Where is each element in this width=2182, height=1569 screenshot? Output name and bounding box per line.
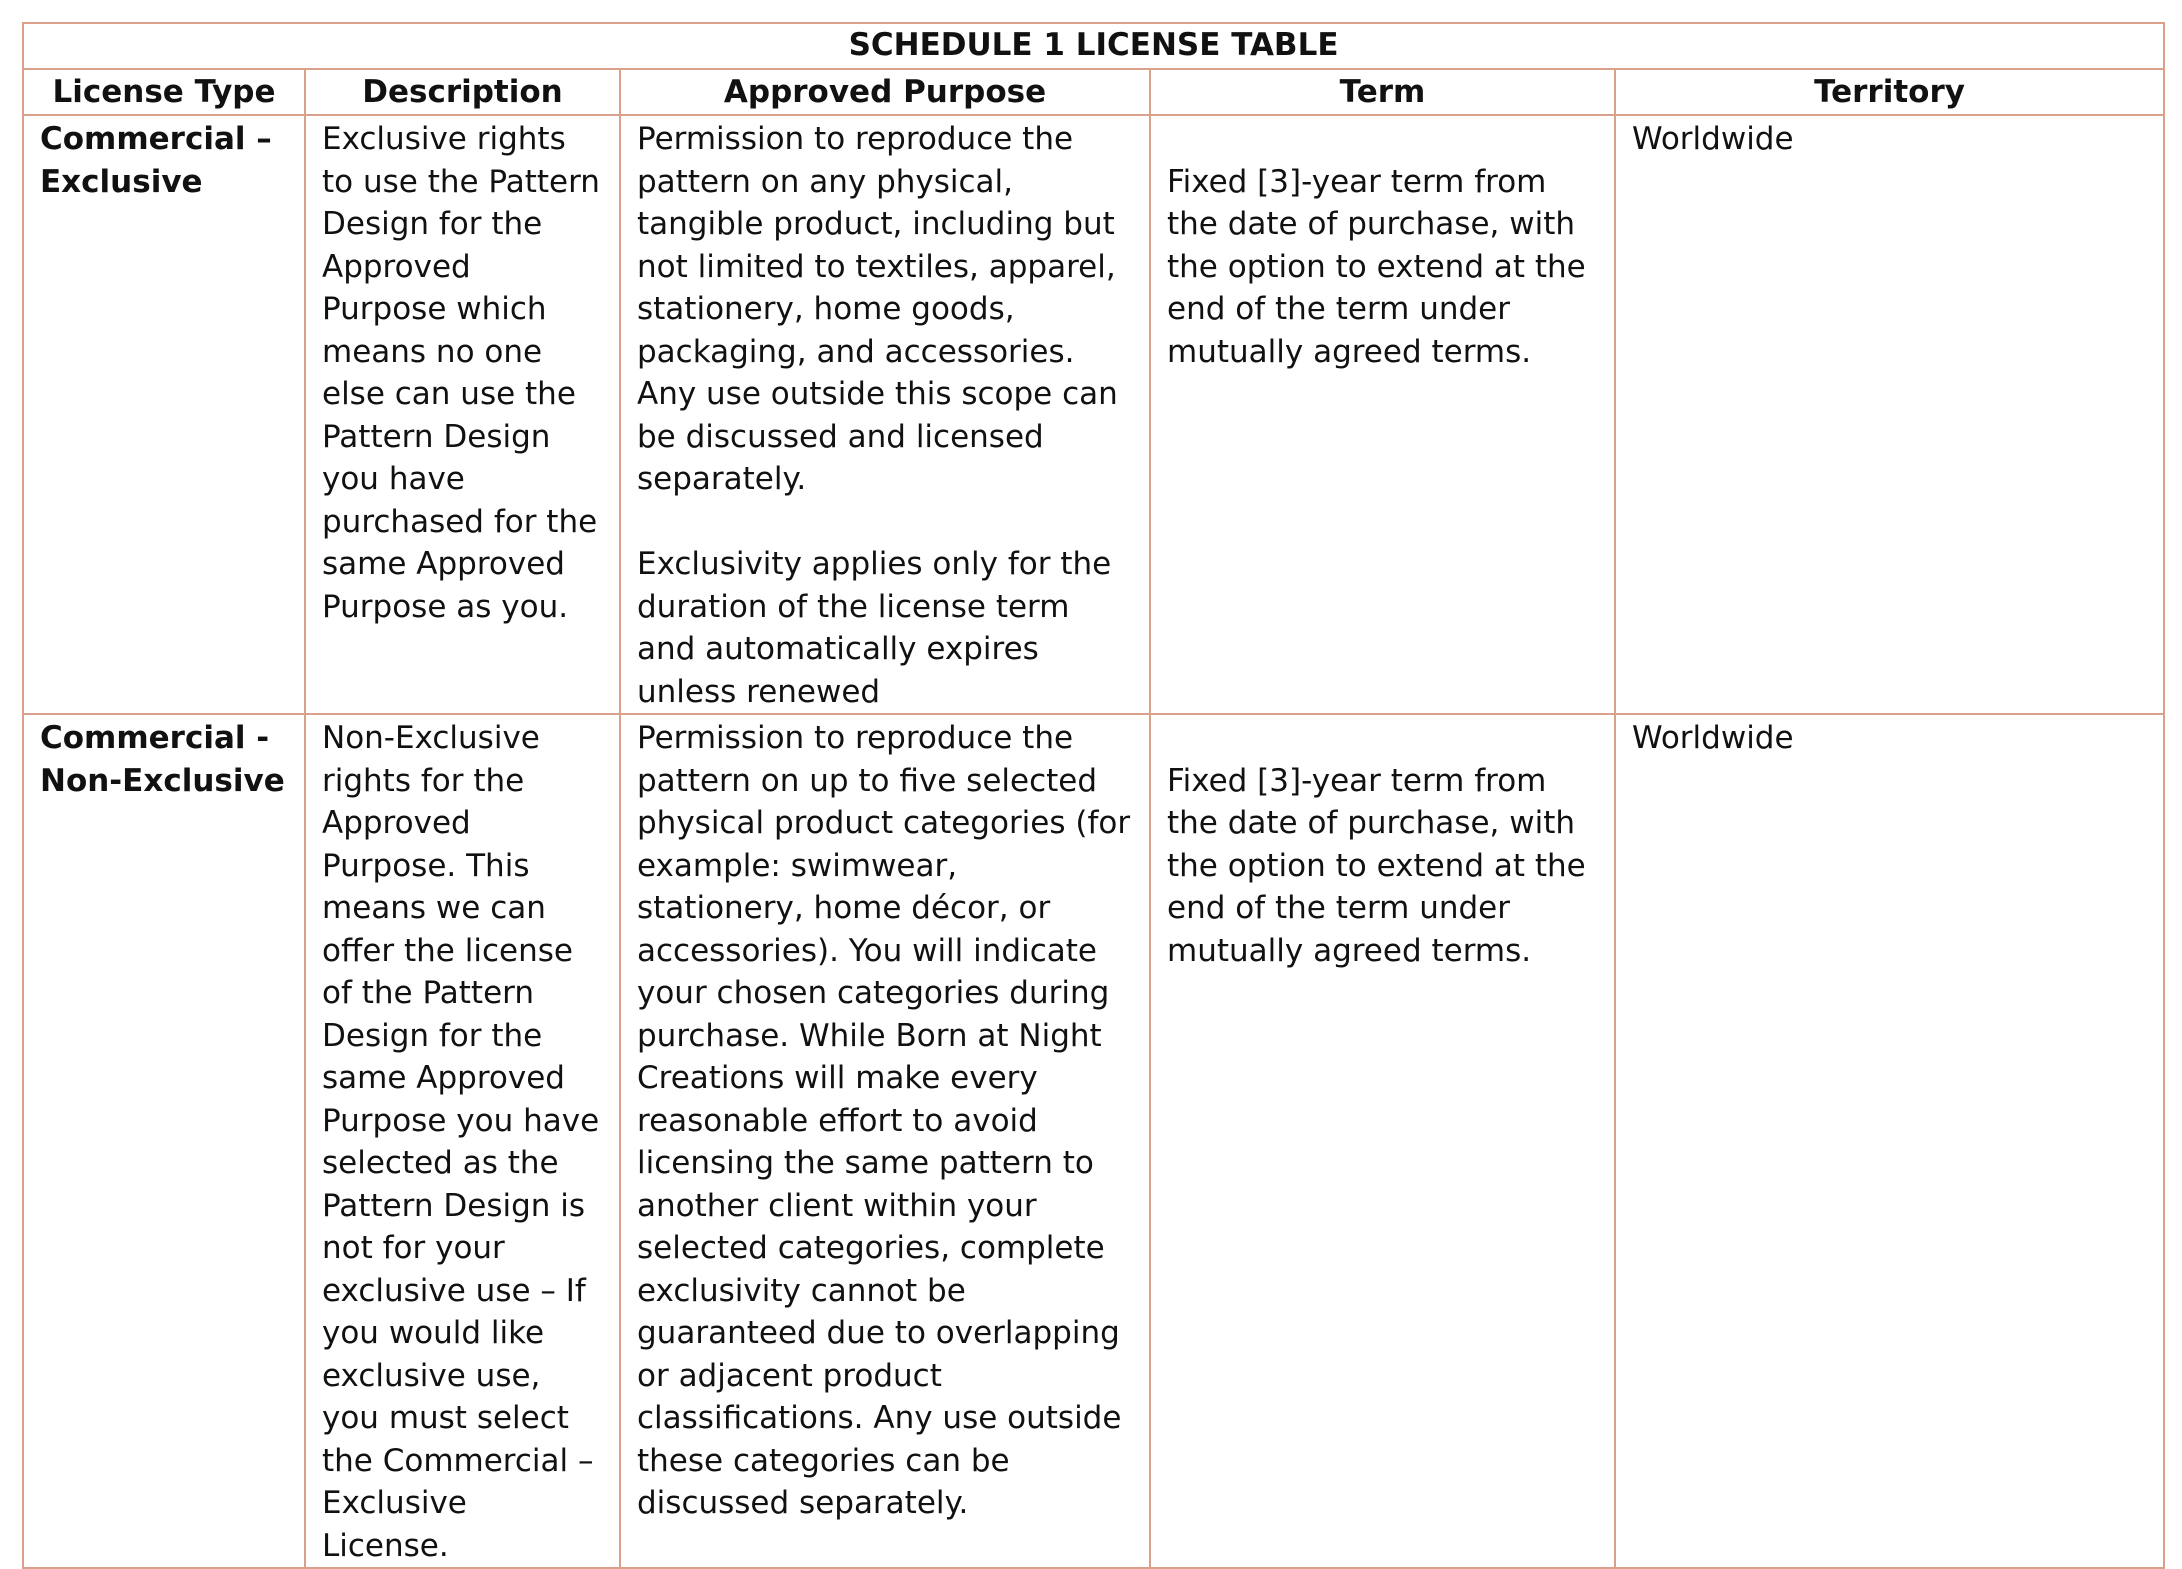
header-term: Term xyxy=(1150,69,1615,115)
approved-purpose-cell xyxy=(620,115,1150,714)
header-description: Description xyxy=(305,69,620,115)
table-row xyxy=(23,714,2164,1568)
description-cell xyxy=(305,115,620,714)
title-row xyxy=(23,23,2164,69)
territory-cell xyxy=(1615,714,2164,1568)
header-license-type: License Type xyxy=(23,69,305,115)
description-text: Non-Exclusive rights for the Approved Purpose. This means we can offer the license of the Pattern Design for the same Approved Purpose you have selected as the Pattern Design is not for your exclusive use – If you would like exclusive use, you must select the Commercial – Exclusive License. xyxy=(322,720,600,1564)
description-cell xyxy=(305,714,620,1568)
license-type-cell xyxy=(23,115,305,714)
term-cell xyxy=(1150,714,1615,1568)
license-type-cell xyxy=(23,714,305,1568)
approved-purpose-text: Permission to reproduce the pattern on any physical, tangible product, including but not limited to textiles, apparel, stationery, home goods, packaging, and accessories. Any use outside this scope can be discussed and licensed separately. Exclusivity applies only for the duration of the license term and automatically expires unless renewed xyxy=(637,121,1118,710)
territory-cell xyxy=(1615,115,2164,714)
header-approved-purpose: Approved Purpose xyxy=(620,69,1150,115)
table-title: SCHEDULE 1 LICENSE TABLE xyxy=(23,23,2164,69)
license-table xyxy=(22,22,2165,1569)
description-text: Exclusive rights to use the Pattern Design for the Approved Purpose which means no one else can use the Pattern Design you have purchased for the same Approved Purpose as you. xyxy=(322,121,600,625)
approved-purpose-cell xyxy=(620,714,1150,1568)
term-cell xyxy=(1150,115,1615,714)
territory-text: Worldwide xyxy=(1632,121,1794,157)
territory-text: Worldwide xyxy=(1632,720,1794,756)
license-type-text: Commercial – Exclusive xyxy=(40,121,272,200)
table-row xyxy=(23,115,2164,714)
header-territory: Territory xyxy=(1615,69,2164,115)
header-row xyxy=(23,69,2164,115)
term-text: Fixed [3]-year term from the date of purchase, with the option to extend at the end of the term under mutually agreed terms. xyxy=(1167,762,1586,969)
approved-purpose-text: Permission to reproduce the pattern on up to five selected physical product categories (for example: swimwear, stationery, home décor, or accessories). You will indicate your chosen categories during purchase. While Born at Night Creations will make every reasonable effort to avoid licensing the same pattern to another client within your selected categories, complete exclusivity cannot be guaranteed due to overlapping or adjacent product classifications. Any use outside these categories can be discussed separately. xyxy=(637,720,1131,1521)
license-type-text: Commercial - Non-Exclusive xyxy=(40,720,285,799)
term-text: Fixed [3]-year term from the date of purchase, with the option to extend at the end of the term under mutually agreed terms. xyxy=(1167,163,1586,370)
